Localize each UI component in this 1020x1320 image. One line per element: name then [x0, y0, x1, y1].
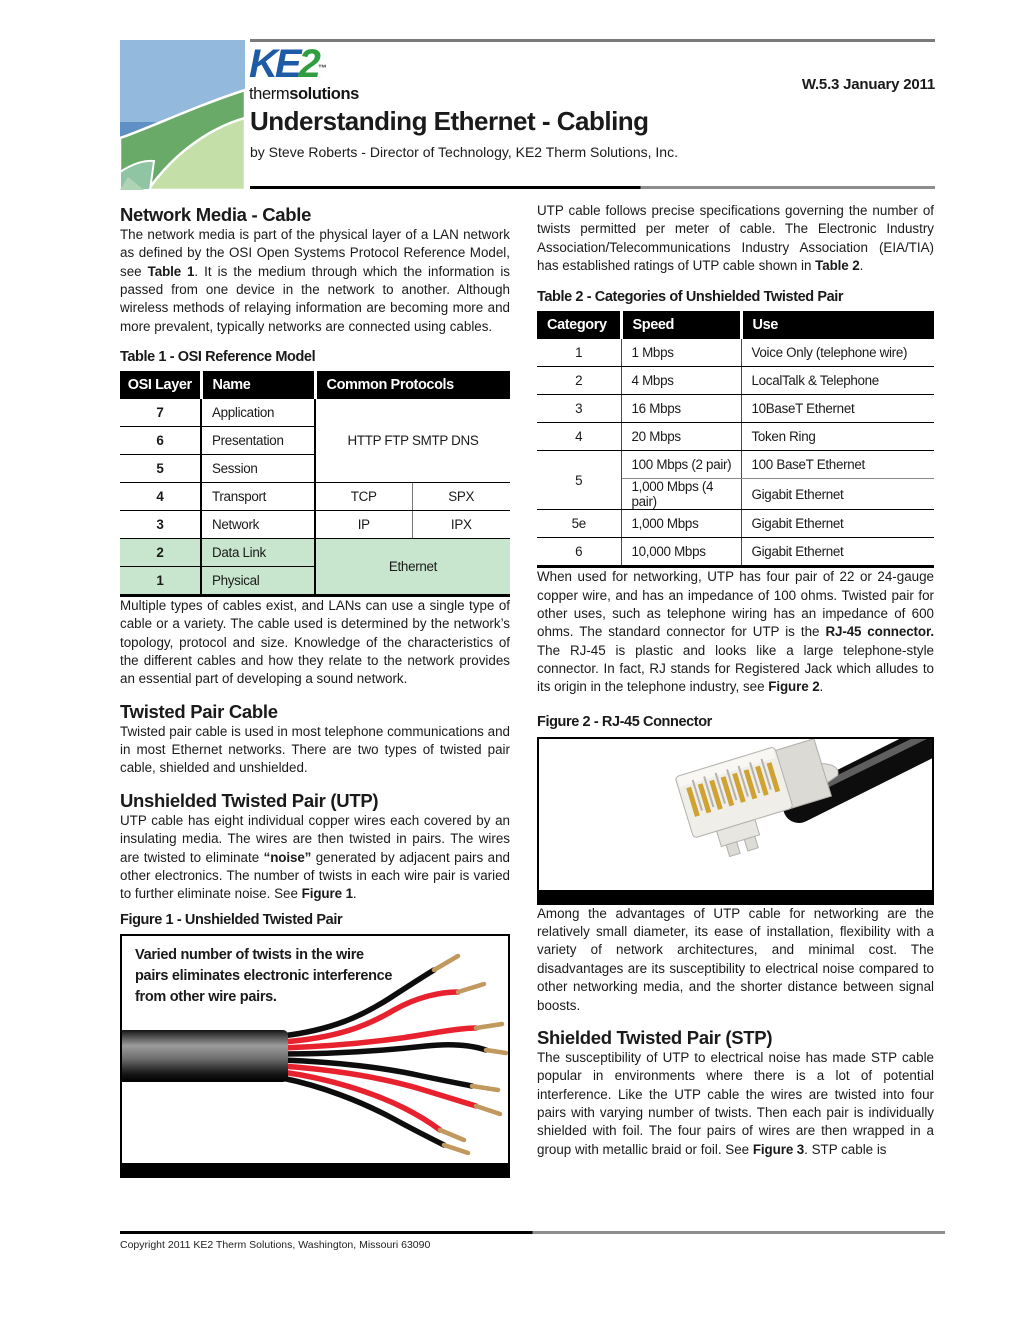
byline: by Steve Roberts - Director of Technology, KE2 Therm Solutions, Inc.: [250, 144, 678, 160]
rj45-connector-illustration: [539, 739, 932, 899]
table-cell: 1: [120, 567, 201, 596]
table-row: [537, 451, 934, 479]
table-row: [537, 367, 934, 395]
table-cell: SPX: [412, 483, 510, 511]
table-cell: Ethernet: [315, 539, 510, 596]
paragraph: Multiple types of cables exist, and LANs can use a single type of cable or a variety. The cable used is determined by the network’s topology, protocol and size. Knowledge of the characteristics of the different cables and how they relate to the network provides an essential part of developing a sound network.: [120, 598, 510, 687]
section-heading-stp: Shielded Twisted Pair (STP): [537, 1026, 773, 1048]
table-row: [537, 538, 934, 567]
table1-caption: Table 1 - OSI Reference Model: [120, 349, 316, 366]
table-cell: TCP: [315, 483, 412, 511]
table-cell: 1: [537, 339, 621, 367]
table-cell: Session: [201, 455, 315, 483]
table-cell: 1,000 Mbps (4 pair): [621, 479, 741, 510]
table-cell: 4 Mbps: [621, 367, 741, 395]
column-header: OSI Layer: [120, 371, 201, 399]
copyright-text: Copyright 2011 KE2 Therm Solutions, Washington, Missouri 63090: [120, 1239, 431, 1251]
logo-2-text: 2: [298, 42, 318, 86]
table-cell: HTTP FTP SMTP DNS: [315, 399, 510, 483]
table-cell: 20 Mbps: [621, 423, 741, 451]
column-header: Category: [537, 311, 621, 339]
table-cell: 2: [120, 539, 201, 567]
figure1-note: Varied number of twists in the wire pairs eliminates electronic interference from other wire pairs.: [135, 946, 393, 1005]
table-row: [537, 510, 934, 538]
table-cell: 10,000 Mbps: [621, 538, 741, 567]
table-cell: 5: [120, 455, 201, 483]
table-cell: Gigabit Ethernet: [741, 510, 934, 538]
table-cell: Gigabit Ethernet: [741, 538, 934, 567]
column-header: Name: [201, 371, 315, 399]
footer-divider: [120, 1231, 945, 1234]
section-heading-utp: Unshielded Twisted Pair (UTP): [120, 789, 379, 811]
table-cell: Presentation: [201, 427, 315, 455]
paragraph: When used for networking, UTP has four pair of 22 or 24-gauge copper wire, and has an impedance of 100 ohms. Twisted pair for other uses, such as telephone wiring has an impedance of 600 ohms. The standard connector for UTP is the RJ-45 connector. The RJ-45 is plastic and looks like a large telephone-style connector. In fact, RJ stands for Registered Jack which alludes to its origin in the telephone industry, see Figure 2.: [537, 569, 934, 695]
logo-subtitle: [249, 86, 359, 103]
table-row: [120, 399, 510, 427]
document-issue-date: W.5.3 January 2011: [801, 76, 935, 93]
figure1-bottom-bar: [122, 1163, 508, 1176]
table-cell: Voice Only (telephone wire): [741, 339, 934, 367]
table-cell: Token Ring: [741, 423, 934, 451]
table-cell: 6: [120, 427, 201, 455]
table-row: [120, 483, 510, 511]
table-row: [537, 395, 934, 423]
table-cell: Network: [201, 511, 315, 539]
table-cell: Application: [201, 399, 315, 427]
logo-wordmark: [249, 44, 359, 84]
osi-reference-model-table: [120, 371, 510, 597]
header-top-divider: [250, 39, 935, 42]
paragraph: The network media is part of the physical layer of a LAN network as defined by the OSI Open Systems Protocol Reference Model, see Table 1. It is the medium through which the information is passed from one device in the network to another. Although wireless methods of relaying information are becoming more and more prevalent, typically networks are connected using cables.: [120, 227, 511, 334]
left-column: [120, 202, 510, 1178]
figure1-caption: Figure 1 - Unshielded Twisted Pair: [120, 911, 343, 928]
table-cell: 16 Mbps: [621, 395, 741, 423]
table-cell: 100 Mbps (2 pair): [621, 451, 741, 479]
paragraph: UTP cable follows precise specifications governing the number of twists permitted per meter of cable. The Electronic Industry Association/Telecommunications Industry Association (EIA/TIA) has established ratings of UTP cable shown in Table 2.: [537, 203, 934, 274]
paragraph: UTP cable has eight individual copper wires each covered by an insulating media. The wires are then twisted in pairs. The wires are twisted to eliminate “noise” generated by adjacent pairs and other electronics. The number of twists in each wire pair is varied to further eliminate noise. See Figure 1.: [120, 812, 510, 902]
header-bottom-divider: [250, 186, 935, 189]
figure2-bottom-bar: [539, 890, 932, 903]
section-heading-network-media: Network Media - Cable: [120, 204, 312, 225]
table-cell: 4: [537, 423, 621, 451]
figure2-caption: Figure 2 - RJ-45 Connector: [537, 713, 712, 730]
column-header: Common Protocols: [315, 371, 510, 399]
table-cell: Transport: [201, 483, 315, 511]
table-cell: 10BaseT Ethernet: [741, 395, 934, 423]
logo-ke-text: KE: [249, 42, 299, 86]
table-cell: 7: [120, 399, 201, 427]
logo-therm-text: therm: [249, 85, 290, 103]
table-cell: IPX: [412, 511, 510, 539]
decorative-landscape-artwork: [120, 40, 245, 190]
table-cell: Data Link: [201, 539, 315, 567]
table-row: [120, 511, 510, 539]
paragraph: Among the advantages of UTP cable for networking are the relatively small diameter, its ease of installation, flexibility with a variety of network architectures, and minimal cost. The disadvantages are its susceptibility to electrical noise compared to other networking media, and the shorter distance between signal boosts.: [537, 905, 934, 1013]
table-cell: LocalTalk & Telephone: [741, 367, 934, 395]
table-cell: 4: [120, 483, 201, 511]
table-cell: 3: [120, 511, 201, 539]
table-cell: 5e: [537, 510, 621, 538]
section-heading-twisted-pair: Twisted Pair Cable: [120, 700, 278, 722]
paragraph: The susceptibility of UTP to electrical noise has made STP cable popular in environments where there is a lot of potential interference. Like the UTP cable the wires are twisted into four pairs with varying number of twists. Then each pair is individually shielded with foil. The four pairs of wires are then wrapped in a group with metallic braid or foil. See Figure 3. STP cable is: [537, 1049, 934, 1157]
logo-trademark-symbol: ™: [317, 63, 327, 73]
ke2-thermsolutions-logo: [249, 44, 359, 103]
paragraph: Twisted pair cable is used in most telephone communications and in most Ethernet networks. There are two types of twisted pair cable, shielded and unshielded.: [120, 723, 510, 776]
table-header-row: [120, 371, 510, 399]
table-cell: 1,000 Mbps: [621, 510, 741, 538]
column-header: Use: [741, 311, 934, 339]
table-cell: Physical: [201, 567, 315, 596]
table-row: [537, 423, 934, 451]
table-cell: 1 Mbps: [621, 339, 741, 367]
page-title: Understanding Ethernet - Cabling: [250, 106, 649, 136]
utp-categories-table: [537, 311, 934, 568]
table-row: [120, 539, 510, 567]
table-cell: Gigabit Ethernet: [741, 479, 934, 510]
right-column: [537, 202, 934, 1159]
logo-solutions-text: solutions: [289, 85, 359, 103]
column-header: Speed: [621, 311, 741, 339]
table-cell: 6: [537, 538, 621, 567]
figure2-rj45-connector: [537, 737, 934, 905]
table-cell: 100 BaseT Ethernet: [741, 451, 934, 479]
table-cell: 2: [537, 367, 621, 395]
table-cell: 5: [537, 451, 621, 510]
figure1-utp-cable: [120, 934, 510, 1178]
table-row: [537, 339, 934, 367]
table-cell: 3: [537, 395, 621, 423]
table-header-row: [537, 311, 934, 339]
table2-caption: Table 2 - Categories of Unshielded Twisted Pair: [537, 289, 844, 306]
table-cell: IP: [315, 511, 412, 539]
